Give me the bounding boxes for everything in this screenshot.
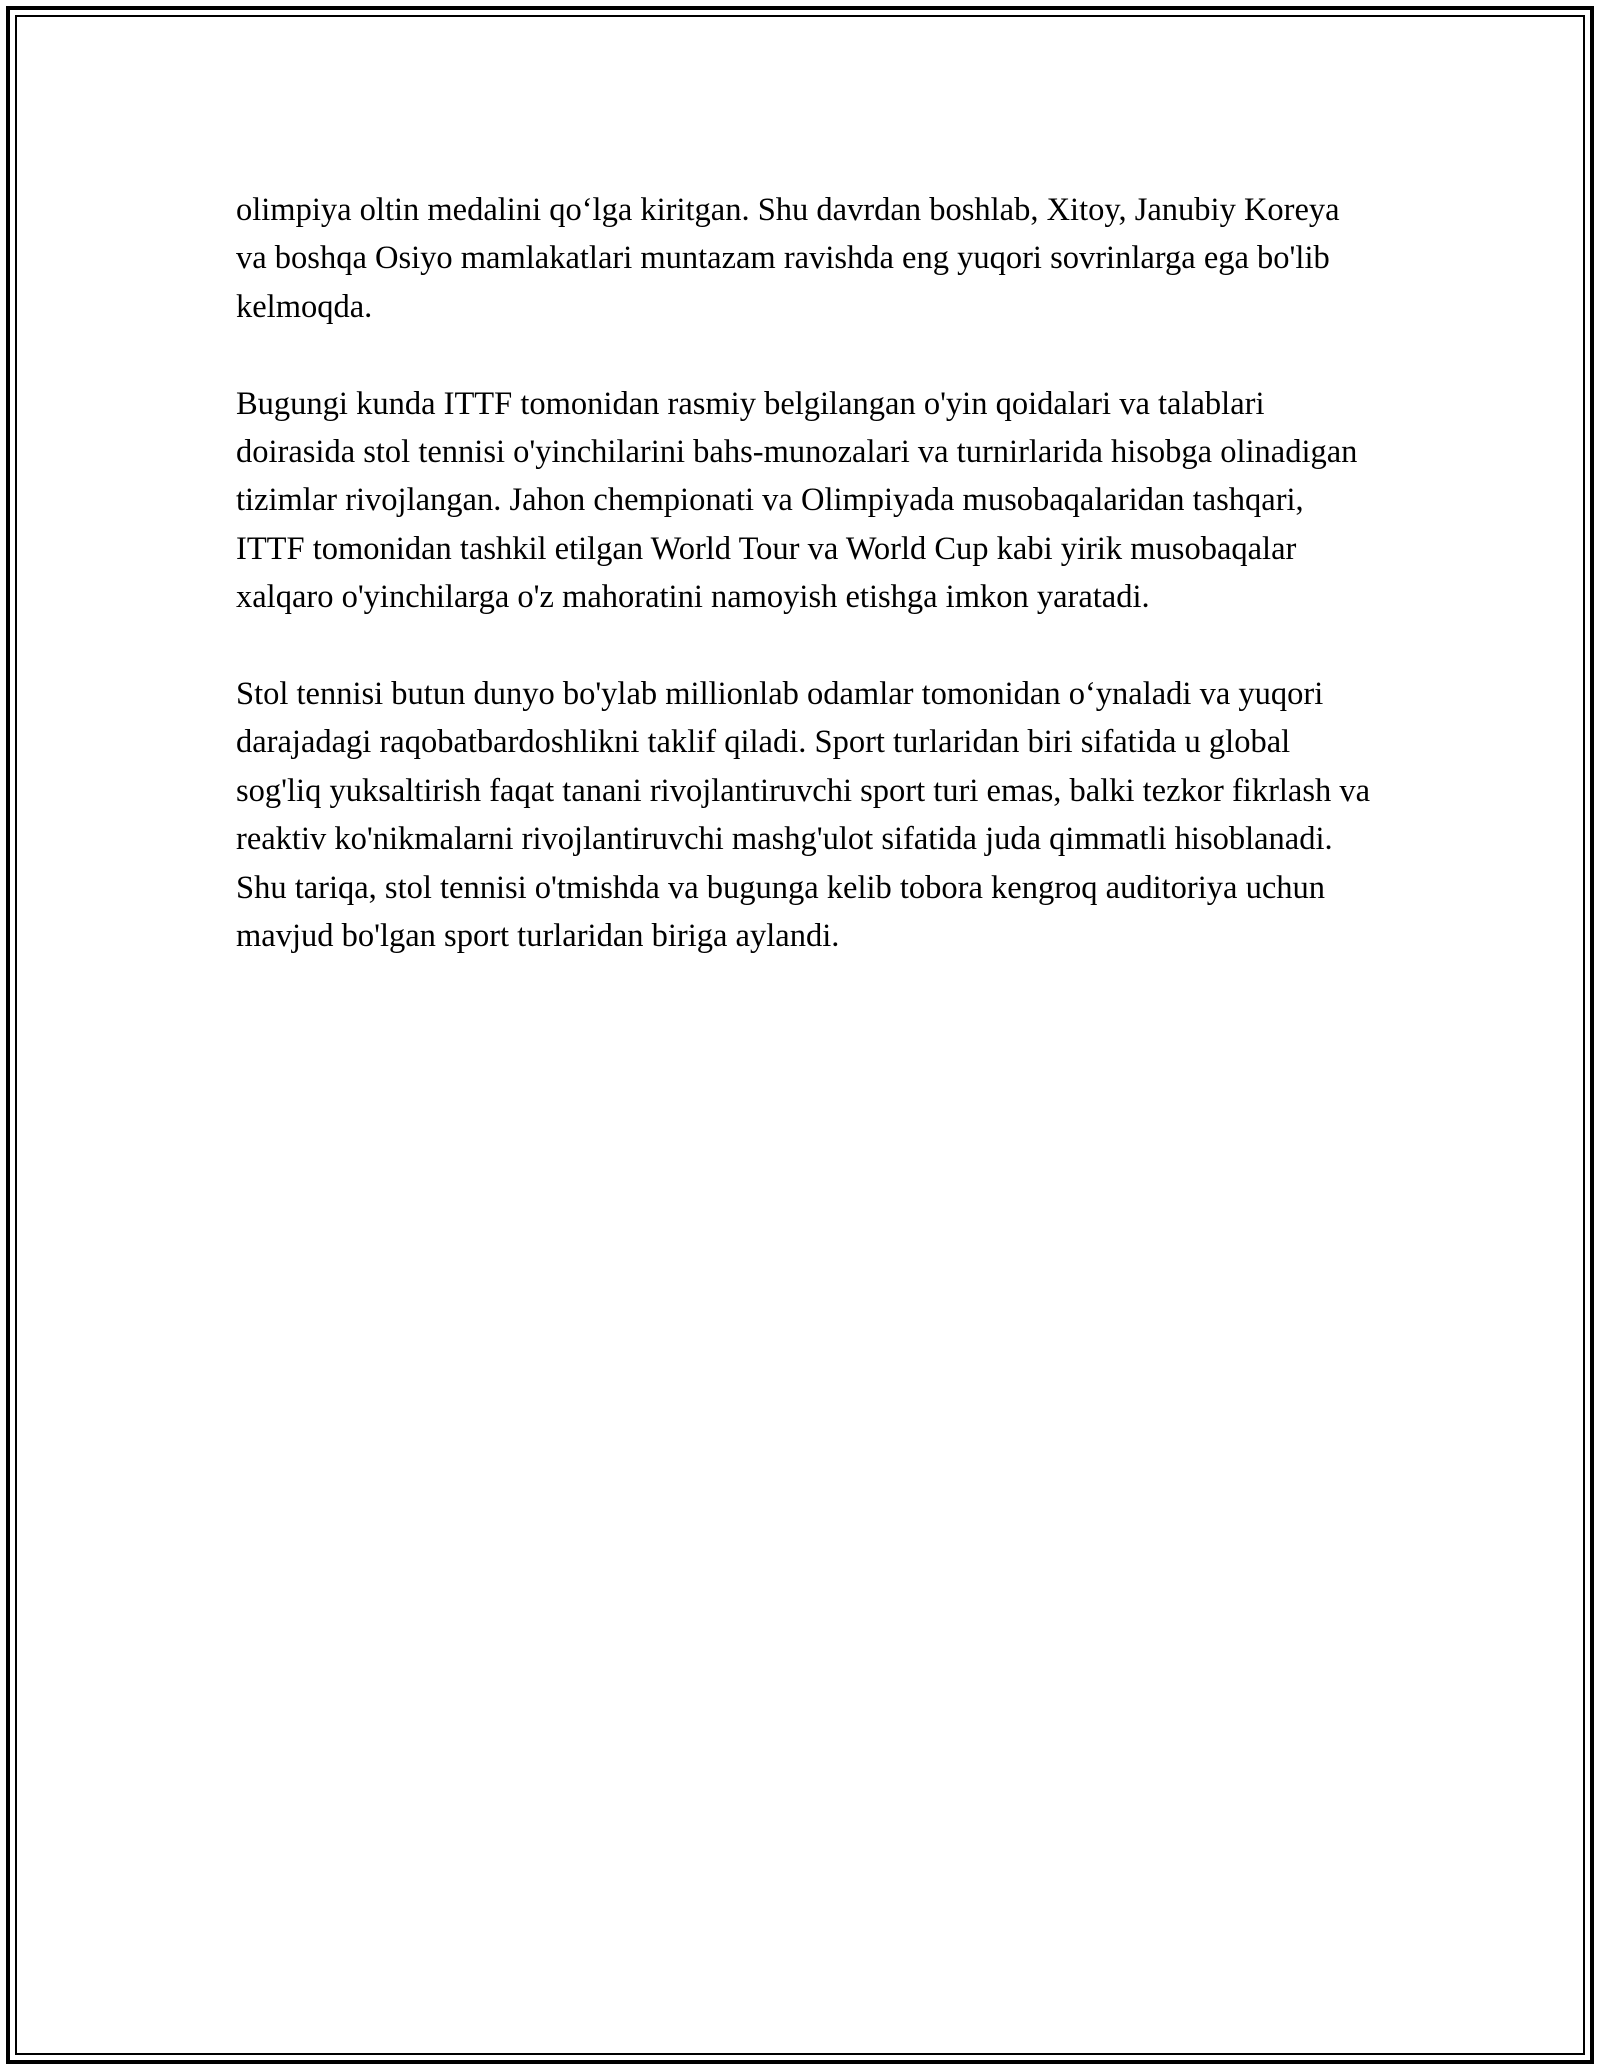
paragraph-2: Bugungi kunda ITTF tomonidan rasmiy belgilangan o'yin qoidalari va talablari doirasida stol tennisi o'yinchilarini bahs-munozalari va turnirlarida hisobga olinadigan tizimlar rivojlangan. Jahon chempionati va Olimpiyada musobaqalaridan tashqari, ITTF tomonidan tashkil etilgan World Tour va World Cup kabi yirik musobaqalar xalqaro o'yinchilarga o'z mahoratini namoyish etishga imkon yaratadi.	[236, 385, 1358, 616]
paragraph-1: olimpiya oltin medalini qo‘lga kiritgan. Shu davrdan boshlab, Xitoy, Janubiy Koreya va boshqa Osiyo mamlakatlari muntazam ravishda eng yuqori sovrinlarga ega bo'lib kelmoqda.	[236, 192, 1340, 325]
document-body	[236, 186, 1376, 1009]
paragraph-3: Stol tennisi butun dunyo bo'ylab millionlab odamlar tomonidan o‘ynaladi va yuqori darajadagi raqobatbardoshlikni taklif qiladi. Sport turlaridan biri sifatida u global sog'liq yuksaltirish faqat tanani rivojlantiruvchi sport turi emas, balki tezkor fikrlash va reaktiv ko'nikmalarni rivojlantiruvchi mashg'ulot sifatida juda qimmatli hisoblanadi. Shu tariqa, stol tennisi o'tmishda va bugunga kelib tobora kengroq auditoriya uchun mavjud bo'lgan sport turlaridan biriga aylandi.	[236, 676, 1371, 955]
